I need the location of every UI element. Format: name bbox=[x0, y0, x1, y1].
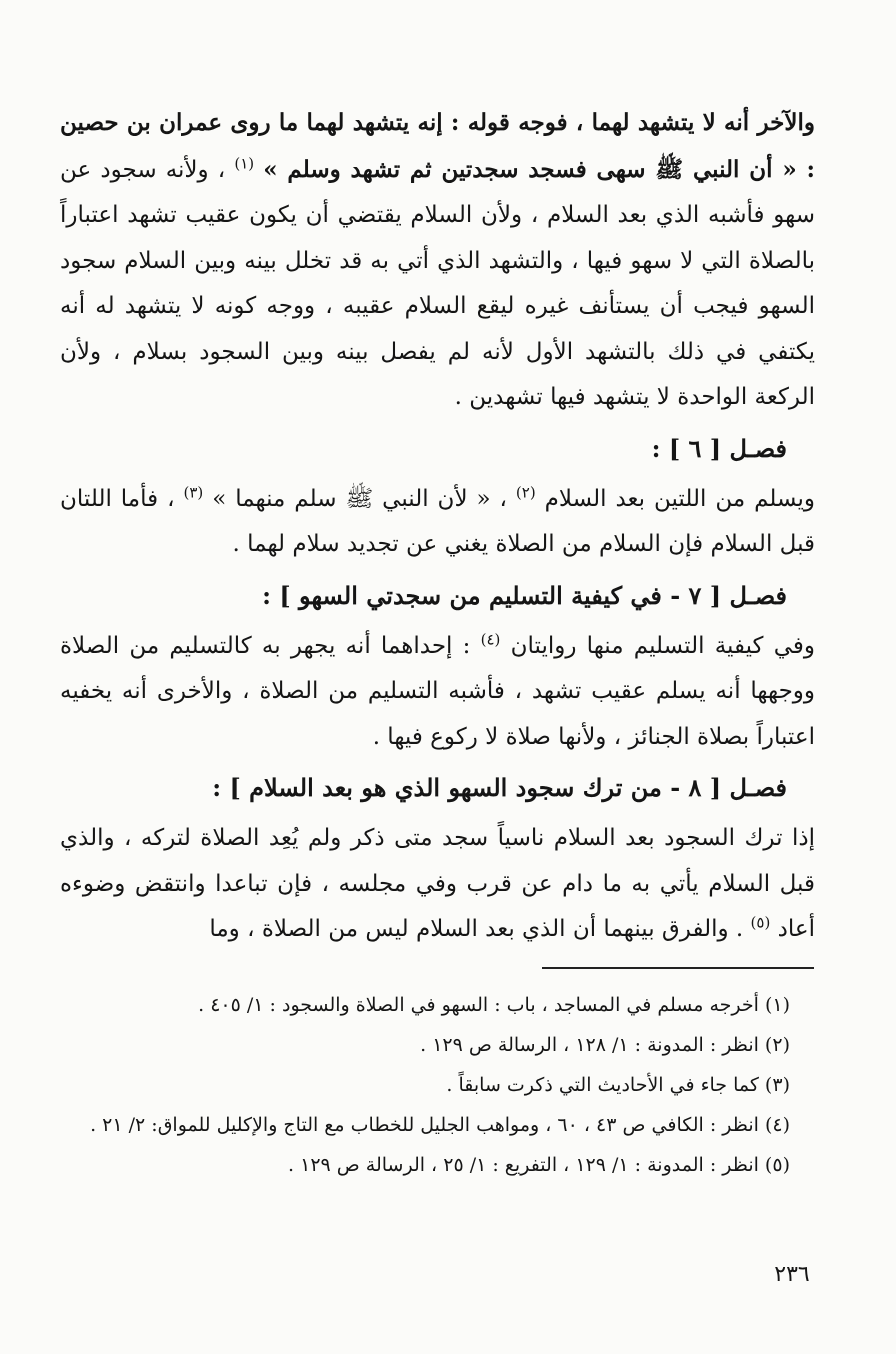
paragraph-1 bbox=[60, 100, 815, 421]
footnotes bbox=[60, 985, 815, 1185]
page-number: ٢٣٦ bbox=[774, 1262, 810, 1287]
footnote-separator bbox=[542, 967, 814, 969]
section-heading-6: فصـل [ ٦ ] : bbox=[651, 433, 787, 463]
paragraph-1-rest: ، ولأنه سجود عن سهو فأشبه الذي بعد السلام ، ولأن السلام يقتضي أن يكون عقيب تشهد اعتباراً بالصلاة التي لا سهو فيها ، والتشهد الذي أتي به قد تخلل بينه وبين السلام سجود السهو فيجب أن يستأنف غيره ليقع السلام عقيبه ، ووجه كونه لا يتشهد له أنه يكتفي في ذلك بالتشهد الأول لأنه لم يفصل بينه وبين السجود بسلام ، ولأن الركعة الواحدة لا يتشهد فيها تشهدين . bbox=[60, 156, 815, 410]
paragraph-3-part-a: وفي كيفية التسليم منها روايتان bbox=[510, 632, 815, 659]
paragraph-2-part-b: ، « لأن النبي ﷺ سلم منهما » bbox=[212, 485, 507, 512]
footnote-2: (٢) انظر : المدونة : ١/ ١٢٨ ، الرسالة ص ١٢٩ . bbox=[420, 1034, 790, 1056]
paragraph-4 bbox=[60, 816, 815, 953]
paragraph-2-part-a: ويسلم من اللتين بعد السلام bbox=[544, 485, 816, 512]
footnote-5: (٥) انظر : المدونة : ١/ ١٢٩ ، التفريع : ١/ ٢٥ ، الرسالة ص ١٢٩ . bbox=[288, 1154, 790, 1176]
footnote-4: (٤) انظر : الكافي ص ٤٣ ، ٦٠ ، ومواهب الجليل للخطاب مع التاج والإكليل للمواق: ٢/ ٢١ . bbox=[90, 1114, 790, 1136]
footnote-3: (٣) كما جاء في الأحاديث التي ذكرت سابقاً . bbox=[446, 1074, 790, 1096]
section-heading-7: فصـل [ ٧ - في كيفية التسليم من سجدتي السهو ] : bbox=[262, 580, 787, 610]
footnote-ref-5: (٥) bbox=[750, 913, 771, 932]
footnote-ref-3: (٣) bbox=[183, 482, 204, 501]
paragraph-4-part-b: . والفرق بينهما أن الذي بعد السلام ليس من الصلاة ، وما bbox=[209, 916, 744, 942]
footnote-ref-1: (١) bbox=[234, 153, 255, 172]
paragraph-2-part-c: ، فأما اللتان قبل السلام فإن السلام من الصلاة يغني عن تجديد سلام لهما . bbox=[60, 485, 815, 557]
footnote-1: (١) أخرجه مسلم في المساجد ، باب : السهو في الصلاة والسجود : ١/ ٤٠٥ . bbox=[198, 994, 790, 1016]
footnote-ref-2: (٢) bbox=[515, 482, 536, 501]
main-text bbox=[60, 100, 815, 953]
paragraph-1-text: والآخر أنه لا يتشهد لهما ، فوجه قوله : إنه يتشهد لهما ما روى عمران بن حصين : « أن النبي ﷺ سهى فسجد سجدتين ثم تشهد وسلم » bbox=[60, 109, 816, 183]
paragraph-4-part-a: إذا ترك السجود بعد السلام ناسياً سجد متى ذكر ولم يُعِد الصلاة لتركه ، والذي قبل السلام يأتي به ما دام عن قرب وفي مجلسه ، فإن تباعدا وانتقض وضوءه أعاد bbox=[60, 825, 815, 942]
footnote-ref-4: (٤) bbox=[480, 629, 501, 648]
paragraph-3-part-b: : إحداهما أنه يجهر به كالتسليم من الصلاة ووجهها أنه يسلم عقيب تشهد ، فأشبه التسليم من الصلاة ، والأخرى أنه يخفيه اعتباراً بصلاة الجنائز ، ولأنها صلاة لا ركوع فيها . bbox=[60, 632, 815, 750]
paragraph-2 bbox=[60, 477, 815, 568]
paragraph-3 bbox=[60, 624, 815, 761]
section-heading-8: فصـل [ ٨ - من ترك سجود السهو الذي هو بعد السلام ] : bbox=[212, 773, 787, 802]
